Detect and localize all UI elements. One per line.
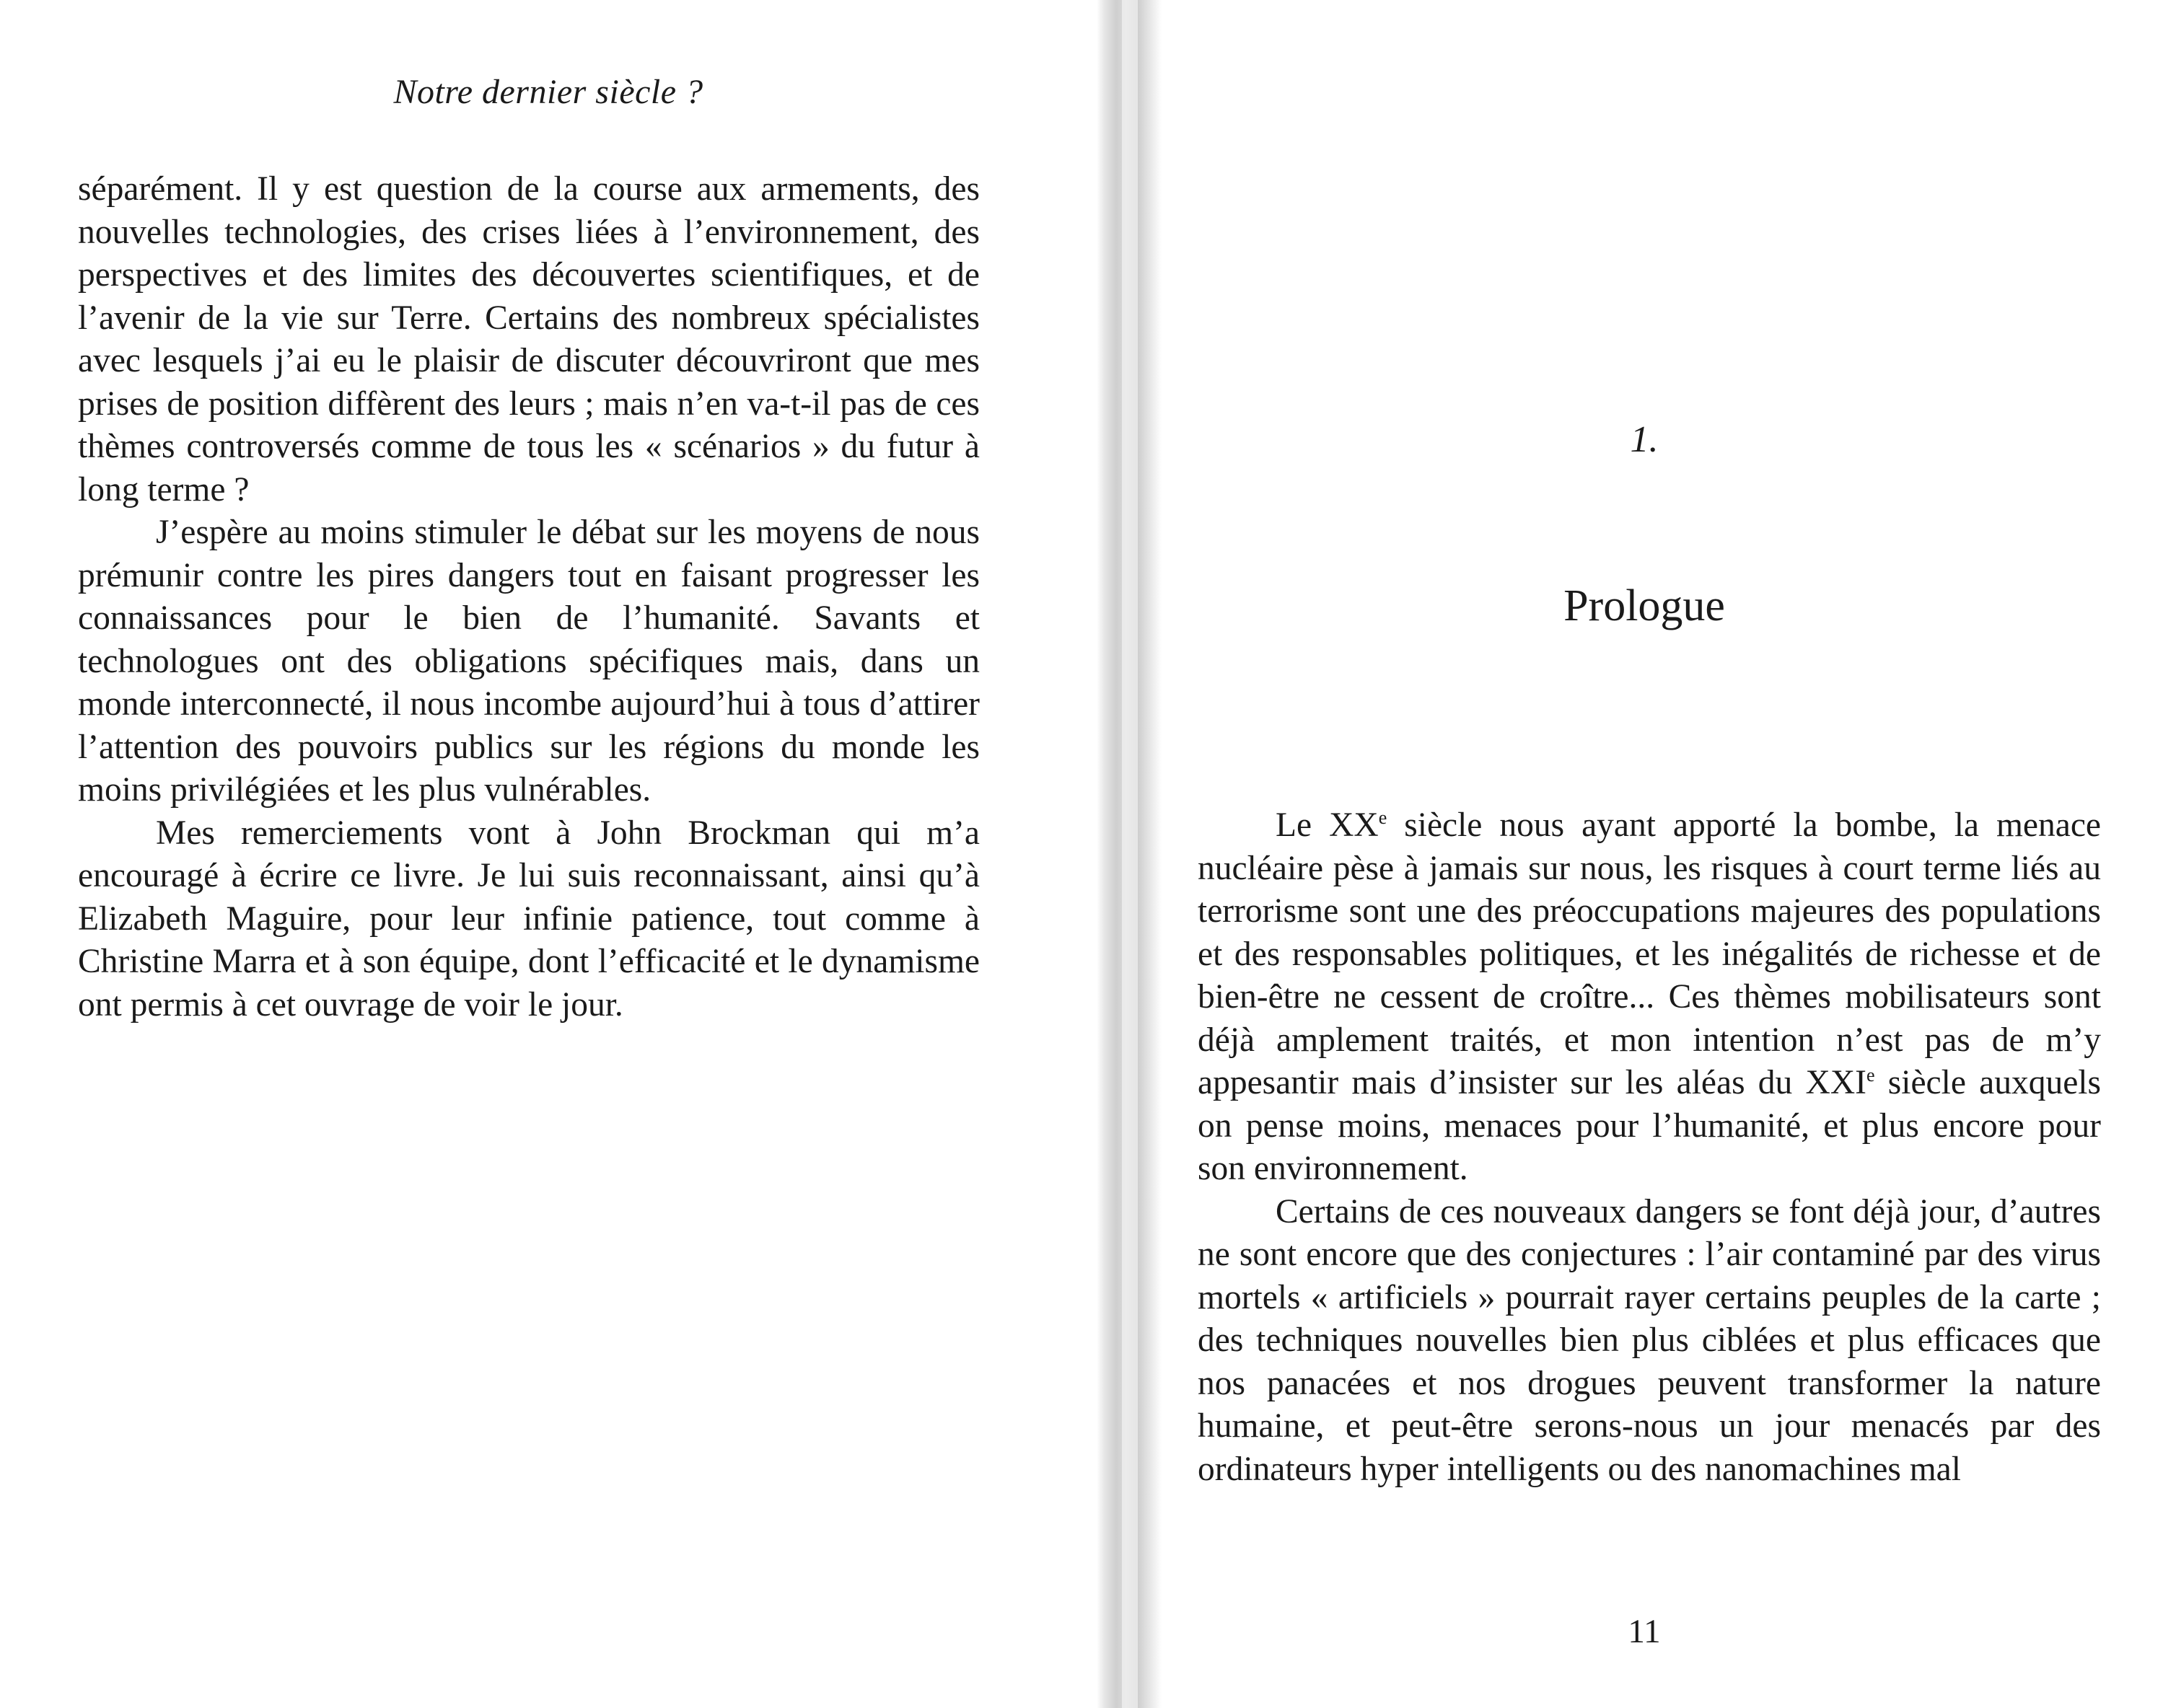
century-twentieth: XX bbox=[1329, 806, 1379, 844]
running-head: Notre dernier siècle ? bbox=[393, 73, 703, 111]
left-paragraph-2: J’espère au moins stimuler le débat sur les moyens de nous prémunir contre les pires dangers tout en faisant progresser les connaissances pour le bien de l’humanité. Savants et technologues ont des obligations spécifiques mais, dans un monde interconnecté, il nous incombe aujourd’hui à tous d’attirer l’attention des pouvoirs publics sur les régions du monde les moins privilégiées et les plus vulnérables. bbox=[78, 514, 980, 809]
gutter-highlight bbox=[1122, 0, 1138, 1708]
century-superscript-2: e bbox=[1866, 1065, 1875, 1086]
left-page-body bbox=[78, 168, 980, 1026]
right-paragraph-2: Certains de ces nouveaux dangers se font déjà jour, d’autres ne sont encore que des conjectures : l’air contaminé par des virus mortels « artificiels » pourrait rayer certains peuples de la carte ; des techniques nouvelles bien plus ciblées et plus efficaces que nos panacées et nos drogues peuvent transformer la nature humaine, et peut-être serons-nous un jour menacés par des ordinateurs hyper intelligents ou des nanomachines mal bbox=[1198, 1192, 2101, 1488]
page-number: 11 bbox=[1628, 1613, 1661, 1650]
left-paragraph-3: Mes remerciements vont à John Brockman qui m’a encouragé à écrire ce livre. Je lui suis reconnaissant, ainsi qu’à Elizabeth Maguire, pour leur infinie patience, tout comme à Christine Marra et à son équipe, dont l’efficacité et le dynamisme ont permis à cet ouvrage de voir le jour. bbox=[78, 814, 980, 1024]
century-twenty-first: XXI bbox=[1805, 1064, 1866, 1101]
chapter-number: 1. bbox=[1630, 419, 1659, 460]
right-paragraph-1 bbox=[1198, 804, 2101, 1191]
right-page-body bbox=[1198, 804, 2101, 1491]
century-superscript-1: e bbox=[1378, 807, 1387, 829]
p1-text-a: Le bbox=[1276, 806, 1330, 844]
p1-text-b: siècle nous ayant apporté la bombe, la menace nucléaire pèse à jamais sur nous, les risques à court terme liés au terrorisme sont une des préoccupations majeures des populations et des responsables politiques, et les inégalités de richesse et de bien-être ne cessent de croître... Ces thèmes mobilisateurs sont déjà amplement traités, et mon intention n’est pas de m’y appesantir mais d’insister sur les aléas du bbox=[1198, 806, 2101, 1101]
left-paragraph-1: séparément. Il y est question de la course aux armements, des nouvelles technologies, des crises liées à l’environnement, des perspectives et des limites des découvertes scientifiques, et de l’avenir de la vie sur Terre. Certains des nombreux spécialistes avec lesquels j’ai eu le plaisir de discuter découvriront que mes prises de position diffèrent des leurs ; mais n’en va-t-il pas de ces thèmes controversés comme de tous les « scénarios » du futur à long terme ? bbox=[78, 170, 980, 509]
p1-text-c: siècle auxquels on pense moins, menaces pour l’humanité, et plus encore pour son environnement. bbox=[1198, 1064, 2101, 1187]
chapter-title: Prologue bbox=[1563, 581, 1725, 630]
